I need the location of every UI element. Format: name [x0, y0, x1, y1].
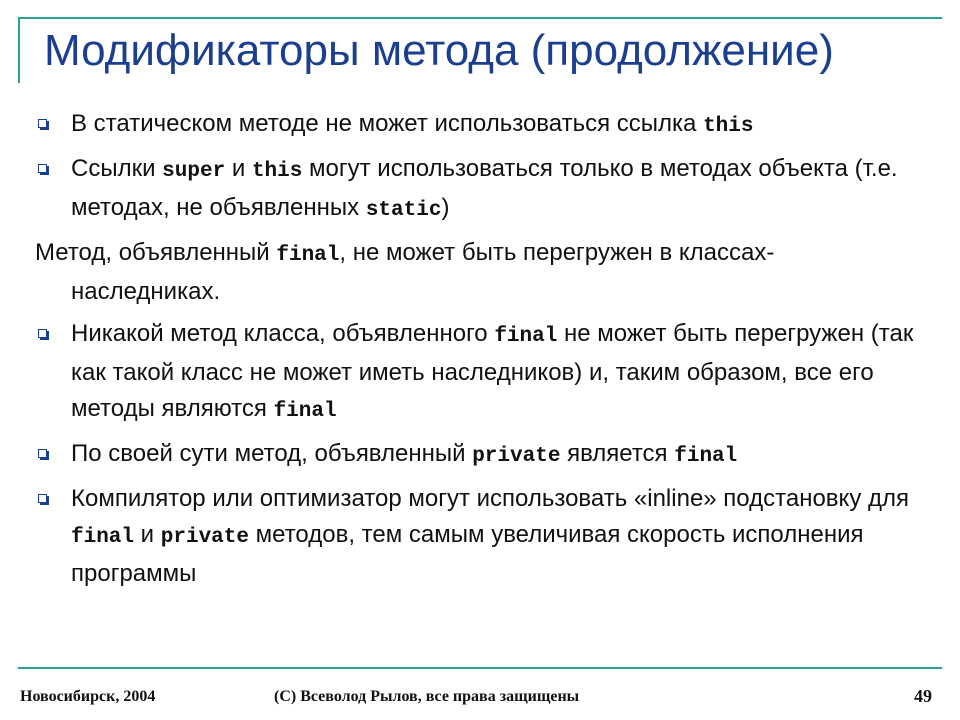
item-text: методов, тем самым увеличивая скорость исполнения программы: [71, 521, 864, 587]
frame-left-line: [18, 17, 20, 83]
item-text: Никакой метод класса, объявленного: [71, 320, 495, 347]
code-final: final: [273, 400, 337, 423]
item-text: не может быть перегружен (так как такой класс не может иметь наследников) и, таким образом, все его методы являются: [71, 320, 914, 422]
code-super: super: [162, 160, 226, 183]
item-text: По своей сути метод, объявленный: [71, 440, 473, 467]
bullet-item-inline: [0, 481, 960, 592]
item-text-continuation: наследниках.: [71, 278, 221, 305]
paragraph-final-method: [0, 235, 960, 310]
item-text: , не может быть перегружен в классах-: [339, 239, 775, 266]
bullet-item-private-final: [0, 436, 960, 475]
code-this: this: [703, 115, 754, 138]
square-bullet-icon: [38, 494, 47, 503]
code-final: final: [674, 445, 738, 468]
slide-title: Модификаторы метода (продолжение): [44, 26, 834, 75]
item-text: и: [225, 155, 252, 182]
item-text: В статическом методе не может использоваться ссылка: [71, 110, 704, 137]
code-private: private: [472, 445, 561, 468]
code-this: this: [251, 160, 303, 183]
item-text: является: [560, 440, 675, 467]
page-number: 49: [914, 686, 932, 706]
code-final: final: [71, 526, 135, 549]
code-final: final: [494, 325, 558, 348]
square-bullet-icon: [38, 449, 47, 458]
item-text: ): [441, 194, 450, 221]
code-final: final: [276, 244, 340, 267]
item-text: Ссылки: [71, 155, 163, 182]
bullet-item-final-class: [0, 316, 960, 430]
item-text: и: [134, 521, 161, 548]
item-text: могут использоваться только в методах объекта (т.е. методах, не объявленных: [71, 155, 898, 221]
item-text: Компилятор или оптимизатор могут использовать «inline» подстановку для: [71, 485, 909, 512]
bullet-item-static-this: [0, 106, 960, 145]
bullet-item-super-this: [0, 151, 960, 229]
square-bullet-icon: [38, 119, 47, 128]
frame-top-line: [18, 17, 942, 19]
square-bullet-icon: [38, 329, 47, 338]
code-private: private: [160, 526, 249, 549]
square-bullet-icon: [38, 164, 47, 173]
item-text: Метод, объявленный: [35, 239, 277, 266]
slide-content: [0, 106, 960, 598]
footer-copyright: (С) Всеволод Рылов, все права защищены: [274, 688, 580, 705]
footer-city-year: Новосибирск, 2004: [20, 688, 156, 705]
footer-divider: [18, 667, 942, 669]
code-static: static: [365, 199, 442, 222]
